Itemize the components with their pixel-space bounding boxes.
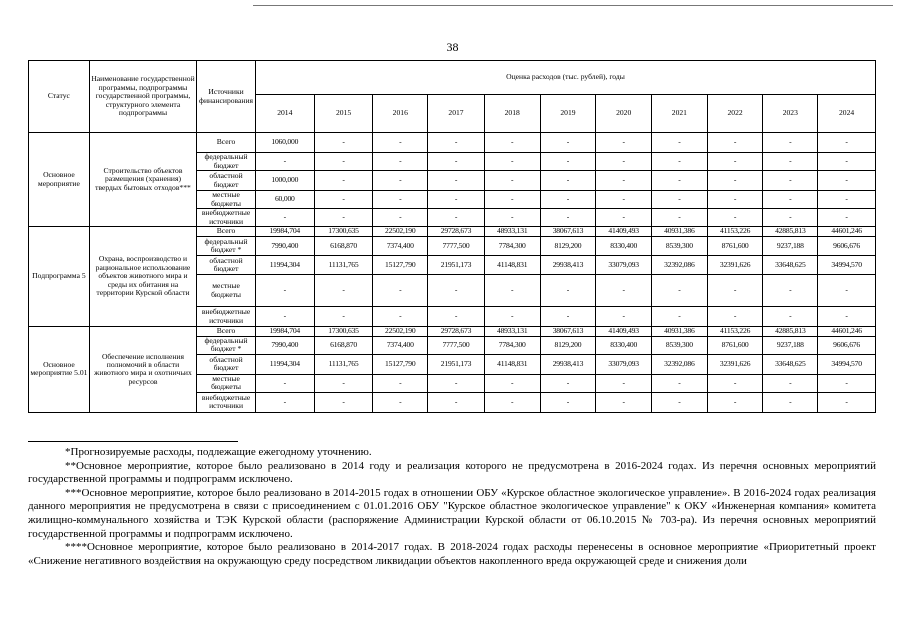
expense-value: 42885,813 [763,327,818,337]
expense-value: 33648,625 [763,354,818,374]
expense-value: - [255,392,314,412]
expense-value: 19984,704 [255,227,314,237]
expense-value: 11994,304 [255,354,314,374]
expense-value: - [255,209,314,227]
funding-source: местные бюджеты [197,191,256,209]
expense-value: 8330,400 [596,337,652,355]
expense-value: - [373,153,428,171]
expense-value: - [818,171,876,191]
expense-value: 7374,400 [373,237,428,256]
expense-value: - [596,209,652,227]
expense-value: - [707,171,763,191]
expense-value: - [540,392,596,412]
header-year: 2019 [540,95,596,133]
header-year: 2024 [818,95,876,133]
expense-value: 33648,625 [763,256,818,275]
header-estimate: Оценка расходов (тыс. рублей), годы [255,61,875,95]
expense-value: - [763,171,818,191]
expense-value: - [484,191,540,209]
expense-value: - [314,307,373,327]
expense-value: - [818,392,876,412]
expense-value: 8761,600 [707,237,763,256]
header-year: 2017 [428,95,485,133]
expense-value: - [373,392,428,412]
expense-value: 41153,226 [707,227,763,237]
expense-value: - [314,171,373,191]
expense-value: 33079,093 [596,256,652,275]
expense-value: - [596,307,652,327]
expense-value: - [763,392,818,412]
expense-value: - [596,275,652,307]
footnote-4: ****Основное мероприятие, которое было реализовано в 2014-2017 годах. В 2018-2024 годах расходы перенесены в основное мероприятие «Приоритетный проект «Снижение негативного воздействия на окружающую среду посредством ликвидации объектов накопленного вреда окружающей среде и снижения доли [28,541,876,567]
expense-value: 41148,831 [484,256,540,275]
funding-source: областной бюджет [197,256,256,275]
expense-value: 60,000 [255,191,314,209]
header-year: 2022 [707,95,763,133]
expense-value: - [652,392,708,412]
expense-value: 17300,635 [314,327,373,337]
expense-value: 8330,400 [596,237,652,256]
expense-value: - [596,153,652,171]
expense-value: 34994,570 [818,354,876,374]
expense-value: 1060,000 [255,133,314,153]
funding-source: федеральный бюджет [197,153,256,171]
table-row [29,227,876,237]
expense-value: - [314,275,373,307]
expense-value: - [314,392,373,412]
header-year: 2015 [314,95,373,133]
expense-value: - [540,171,596,191]
expense-value: - [707,307,763,327]
expense-value: - [484,209,540,227]
expense-value: 6168,870 [314,337,373,355]
expense-value: - [596,133,652,153]
expense-value: 7374,400 [373,337,428,355]
funding-source: местные бюджеты [197,275,256,307]
expense-value: 29938,413 [540,256,596,275]
header-status: Статус [29,61,90,133]
row-name: Обеспечение исполнения полномочий в области животного мира и охотничьих ресурсов [89,327,196,413]
funding-source: Всего [197,133,256,153]
funding-source: внебюджетные источники [197,307,256,327]
expense-value: 6168,870 [314,237,373,256]
expense-value: - [484,392,540,412]
expense-value: - [652,171,708,191]
expense-value: 11131,765 [314,354,373,374]
expense-value: - [763,307,818,327]
expense-value: 40931,386 [652,327,708,337]
expense-value: - [652,307,708,327]
expense-value: 15127,790 [373,256,428,275]
expense-value: - [373,374,428,392]
expense-value: 19984,704 [255,327,314,337]
expense-value: - [428,133,485,153]
expense-value: 40931,386 [652,227,708,237]
expense-value: - [818,209,876,227]
header-sources: Источники финансирования [197,61,256,133]
expense-value: - [652,133,708,153]
expense-value: - [484,374,540,392]
expense-value: - [484,275,540,307]
footnote-1: *Прогнозируемые расходы, подлежащие ежегодному уточнению. [65,446,372,458]
expense-value: - [373,209,428,227]
expense-value: - [373,133,428,153]
header-name: Наименование государственной программы, подпрограммы государственной программы, структурного элемента подпрограммы [89,61,196,133]
header-year: 2016 [373,95,428,133]
expense-value: 9606,676 [818,337,876,355]
expense-value: - [596,191,652,209]
expense-value: - [707,209,763,227]
expense-value: 41153,226 [707,327,763,337]
funding-source: областной бюджет [197,354,256,374]
row-status: Основное мероприятие [29,133,90,227]
expense-value: - [652,153,708,171]
row-status: Подпрограмма 5 [29,227,90,327]
expense-value: 29728,673 [428,227,485,237]
expense-value: - [373,171,428,191]
funding-source: Всего [197,327,256,337]
expense-value: 41409,493 [596,327,652,337]
expense-value: 32392,086 [652,256,708,275]
expense-value: - [596,374,652,392]
expense-value: - [484,133,540,153]
expense-value: 1000,000 [255,171,314,191]
expense-value: - [707,191,763,209]
expense-value: - [818,191,876,209]
expense-value: - [428,392,485,412]
budget-table [28,60,876,413]
expense-value: 9237,188 [763,237,818,256]
expense-value: 22502,190 [373,227,428,237]
expense-value: 8539,300 [652,237,708,256]
expense-value: 7777,500 [428,237,485,256]
expense-value: 44601,246 [818,327,876,337]
expense-value: 41148,831 [484,354,540,374]
expense-value: - [818,153,876,171]
expense-value: - [428,171,485,191]
page-number: 38 [446,40,459,54]
table-row [29,327,876,337]
expense-value: 11994,304 [255,256,314,275]
table-row [29,133,876,153]
expense-value: 21951,173 [428,256,485,275]
expense-value: 7784,300 [484,237,540,256]
header-year: 2020 [596,95,652,133]
expense-value: 32392,086 [652,354,708,374]
expense-value: - [763,209,818,227]
expense-value: 17300,635 [314,227,373,237]
row-status: Основное мероприятие 5.01 [29,327,90,413]
expense-value: - [314,374,373,392]
funding-source: внебюджетные источники [197,392,256,412]
expense-value: - [707,153,763,171]
expense-value: 42885,813 [763,227,818,237]
expense-value: - [540,275,596,307]
funding-source: федеральный бюджет * [197,237,256,256]
expense-value: - [763,275,818,307]
expense-value: 38067,613 [540,327,596,337]
top-divider-line [253,5,893,6]
expense-value: - [818,307,876,327]
expense-value: - [428,191,485,209]
expense-value: - [540,209,596,227]
expense-value: 7777,500 [428,337,485,355]
expense-value: 34994,570 [818,256,876,275]
expense-value: - [652,374,708,392]
expense-value: 8129,200 [540,337,596,355]
expense-value: 8129,200 [540,237,596,256]
expense-value: - [707,392,763,412]
footnotes [28,446,876,568]
expense-value: - [255,153,314,171]
funding-source: местные бюджеты [197,374,256,392]
funding-source: Всего [197,227,256,237]
expense-value: 7990,400 [255,237,314,256]
header-year: 2014 [255,95,314,133]
expense-value: - [707,374,763,392]
expense-value: - [314,191,373,209]
expense-value: 38067,613 [540,227,596,237]
expense-value: 48933,131 [484,327,540,337]
expense-value: 7990,400 [255,337,314,355]
funding-source: областной бюджет [197,171,256,191]
header-year: 2023 [763,95,818,133]
expense-value: - [818,133,876,153]
funding-source: внебюджетные источники [197,209,256,227]
expense-value: - [255,275,314,307]
header-year: 2021 [652,95,708,133]
footnote-3: ***Основное мероприятие, которое было реализовано в 2014-2015 годах в отношении ОБУ «Курское областное экологическое управление». В 2016-2024 годах реализация данного мероприятия не предусмотрена в связи с присоединением с 01.01.2016 ОБУ "Курское областное экологическое управление" к ОКУ «Инженерная компания» комитета жилищно-коммунального хозяйства и ТЭК Курской области (распоряжение Администрации Курской области от 06.10.2015 № 703-ра). Из перечня основных мероприятий государственной программы и подпрограмм исключено. [28,486,876,540]
expense-value: 15127,790 [373,354,428,374]
expense-value: 33079,093 [596,354,652,374]
expense-value: - [428,275,485,307]
expense-value: - [484,153,540,171]
expense-value: - [707,133,763,153]
expense-value: 21951,173 [428,354,485,374]
expense-value: - [428,153,485,171]
expense-value: 48933,131 [484,227,540,237]
expense-value: - [428,307,485,327]
expense-value: 8539,300 [652,337,708,355]
expense-value: - [428,374,485,392]
expense-value: - [540,191,596,209]
expense-value: - [540,133,596,153]
expense-value: - [314,209,373,227]
expense-value: - [652,275,708,307]
expense-value: 7784,300 [484,337,540,355]
expense-value: 41409,493 [596,227,652,237]
expense-value: - [763,191,818,209]
expense-value: - [540,307,596,327]
expense-value: 22502,190 [373,327,428,337]
expense-value: - [255,374,314,392]
expense-value: - [314,133,373,153]
expense-value: - [652,191,708,209]
expense-value: - [540,153,596,171]
expense-value: - [314,153,373,171]
expense-value: - [596,392,652,412]
row-name: Охрана, воспроизводство и рациональное использование объектов животного мира и среды их обитания на территории Курской области [89,227,196,327]
expense-value: - [373,191,428,209]
expense-value: - [373,275,428,307]
expense-value: - [818,374,876,392]
expense-value: - [763,153,818,171]
expense-value: - [596,171,652,191]
footnote-rule [28,441,238,442]
expense-value: 44601,246 [818,227,876,237]
expense-value: 32391,626 [707,354,763,374]
expense-value: - [707,275,763,307]
expense-value: - [818,275,876,307]
expense-value: - [484,307,540,327]
expense-value: - [373,307,428,327]
expense-value: - [652,209,708,227]
expense-value: 9237,188 [763,337,818,355]
expense-value: - [540,374,596,392]
expense-value: - [428,209,485,227]
expense-value: 29938,413 [540,354,596,374]
expense-value: 32391,626 [707,256,763,275]
expense-value: - [255,307,314,327]
expense-value: 29728,673 [428,327,485,337]
expense-value: 9606,676 [818,237,876,256]
expense-value: 8761,600 [707,337,763,355]
footnote-2: **Основное мероприятие, которое было реализовано в 2014 году и реализация которого не предусмотрена в 2016-2024 годах. Из перечня основных мероприятий государственной программы и подпрограмм исключено. [28,459,876,486]
expense-value: 11131,765 [314,256,373,275]
expense-value: - [763,374,818,392]
header-year: 2018 [484,95,540,133]
expense-value: - [484,171,540,191]
expense-value: - [763,133,818,153]
row-name: Строительство объектов размещения (хранения) твердых бытовых отходов*** [89,133,196,227]
funding-source: федеральный бюджет * [197,337,256,355]
